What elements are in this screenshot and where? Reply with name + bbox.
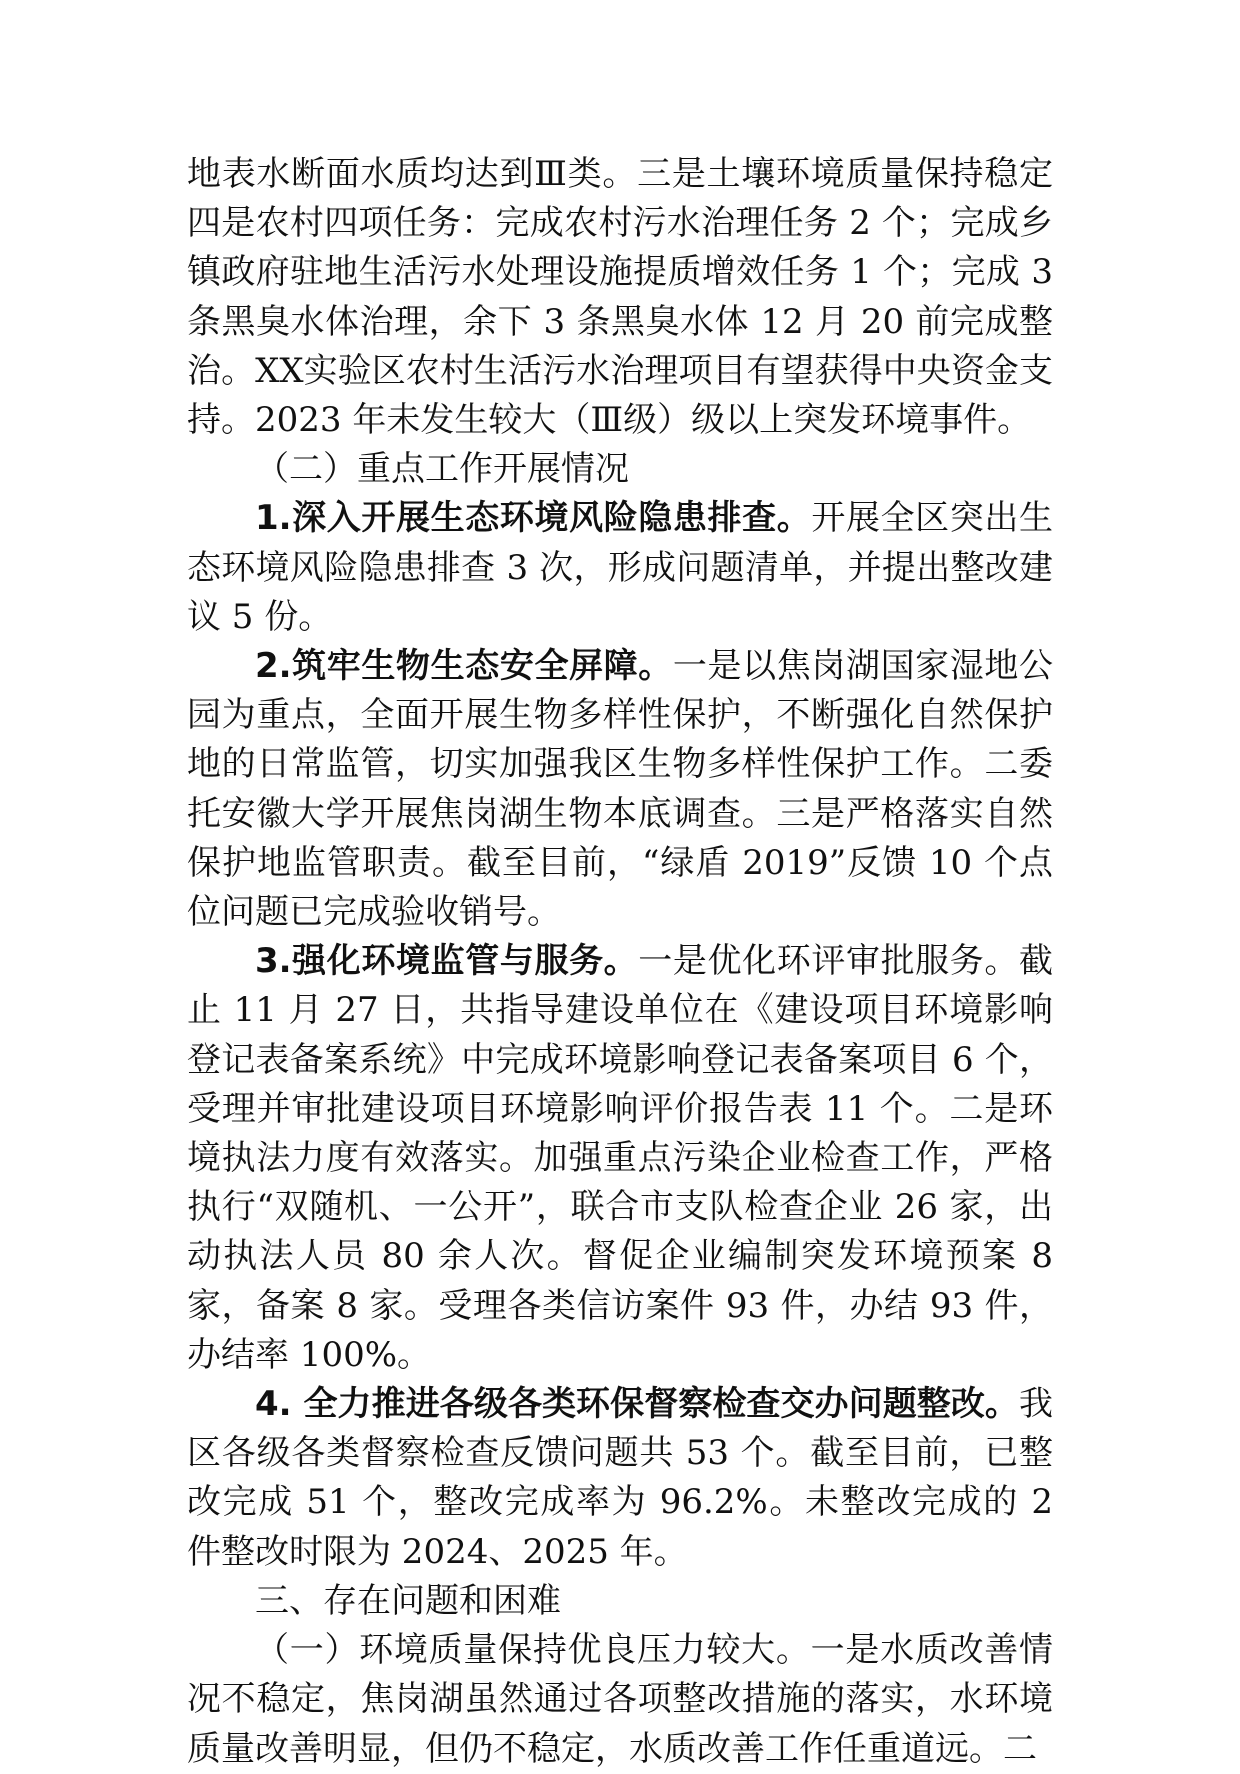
paragraph-water-soil-rural-tasks <box>187 150 1053 445</box>
document-body <box>187 150 1053 1774</box>
paragraph-inspection-rectification <box>187 1380 1053 1577</box>
bold-item-heading: 1.深入开展生态环境风险隐患排查。 <box>255 498 812 539</box>
section-heading-text: （二）重点工作开展情况 <box>255 449 629 490</box>
paragraph-text: 开展全区突出生态环境风险隐患排查 3 次，形成问题清单，并提出整改建议 5 份。 <box>187 498 1054 637</box>
paragraph-risk-investigation <box>187 494 1053 642</box>
paragraph-text: （一）环境质量保持优良压力较大。一是水质改善情况不稳定，焦岗湖虽然通过各项整改措施的落实，水环境质量改善明显，但仍不稳定，水质改善工作任重道远。二 <box>187 1630 1053 1769</box>
paragraph-text: 一是以焦岗湖国家湿地公园为重点，全面开展生物多样性保护，不断强化自然保护地的日常监管，切实加强我区生物多样性保护工作。二委托安徽大学开展焦岗湖生物本底调查。三是严格落实自然保护地监管职责。截至目前，“绿盾 2019”反馈 10 个点位问题已完成验收销号。 <box>187 646 1054 933</box>
section-heading-key-work <box>187 445 1053 494</box>
paragraph-environmental-pressure <box>187 1626 1053 1774</box>
paragraph-text: 我区各级各类督察检查反馈问题共 53 个。截至目前，已整改完成 51 个，整改完成率为 96.2%。未整改完成的 2 件整改时限为 2024、2025 年。 <box>187 1384 1053 1572</box>
paragraph-text: 一是优化环评审批服务。截止 11 月 27 日，共指导建设单位在《建设项目环境影响登记表备案系统》中完成环境影响登记表备案项目 6 个，受理并审批建设项目环境影响评价报告表 11 个。二是环境执法力度有效落实。加强重点污染企业检查工作，严格执行“双随机、一公开”，联合市支队检查企业 26 家，出动执法人员 80 余人次。督促企业编制突发环境预案 8 家，备案 8 家。受理各类信访案件 93 件，办结 93 件，办结率 100%。 <box>187 941 1054 1375</box>
bold-item-heading: 4. 全力推进各级各类环保督察检查交办问题整改。 <box>255 1384 1019 1425</box>
section-heading-text: 三、存在问题和困难 <box>255 1580 561 1621</box>
paragraph-text: 地表水断面水质均达到Ⅲ类。三是土壤环境质量保持稳定四是农村四项任务：完成农村污水治理任务 2 个；完成乡镇政府驻地生活污水处理设施提质增效任务 1 个；完成 3 条黑臭水体治理，余下 3 条黑臭水体 12 月 20 前完成整治。XX实验区农村生活污水治理项目有望获得中央资金支持。2023 年未发生较大（Ⅲ级）级以上突发环境事件。 <box>187 154 1053 441</box>
paragraph-supervision-service <box>187 937 1053 1380</box>
section-heading-problems <box>187 1577 1053 1626</box>
bold-item-heading: 3.强化环境监管与服务。 <box>255 941 639 982</box>
paragraph-biosecurity <box>187 642 1053 937</box>
bold-item-heading: 2.筑牢生物生态安全屏障。 <box>255 646 673 687</box>
